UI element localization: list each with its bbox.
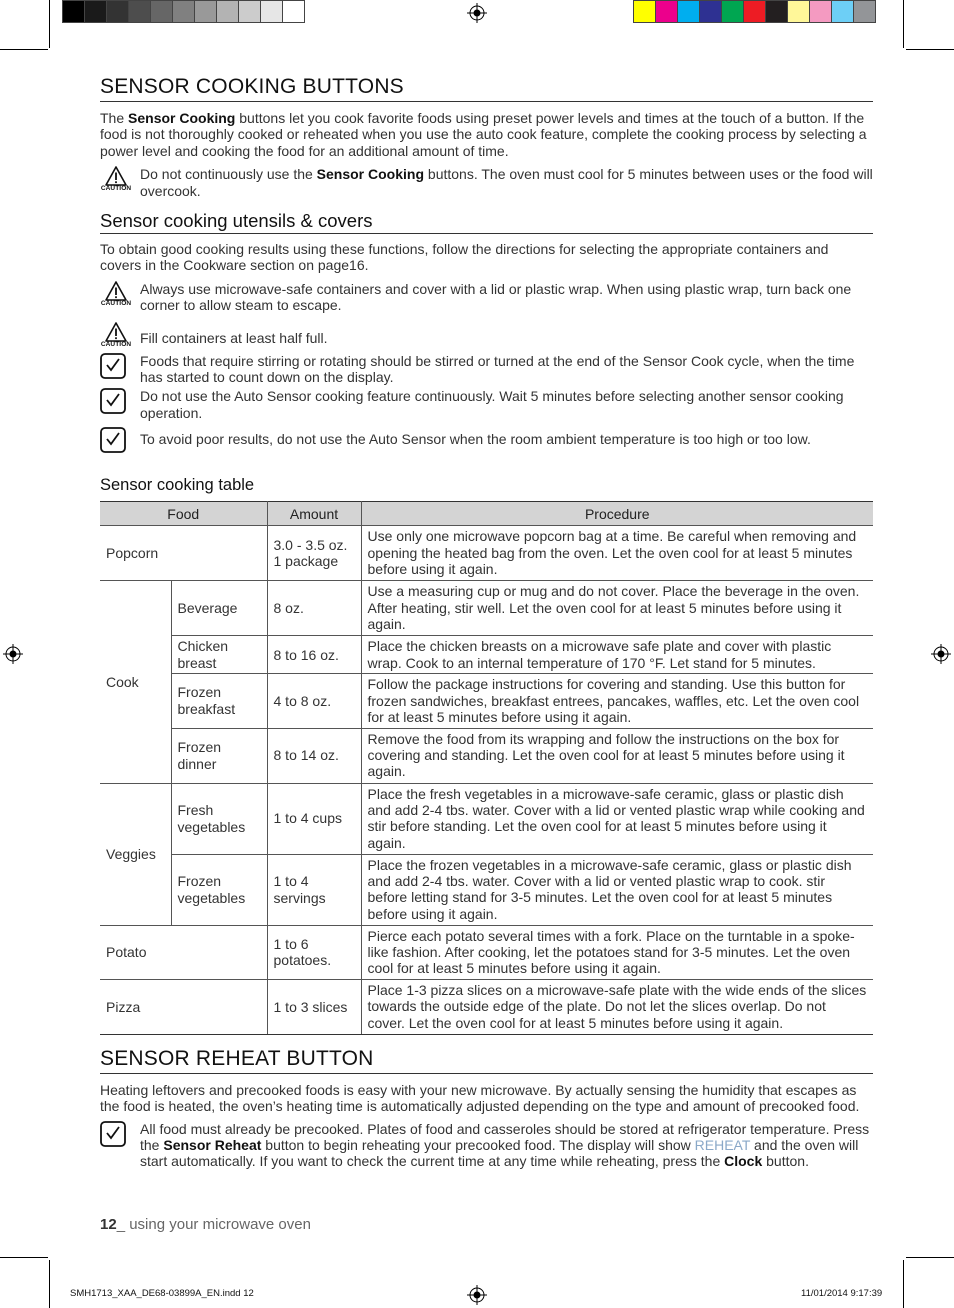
caution-icon: CAUTION: [100, 281, 132, 307]
color-swatch: [282, 0, 305, 23]
color-swatch: [216, 0, 239, 23]
section-heading-sensor-cooking: SENSOR COOKING BUTTONS: [100, 74, 873, 102]
color-swatch: [809, 0, 832, 23]
reheat-intro: Heating leftovers and precooked foods is easy with your new microwave. By actually sensing the humidity that escapes as the food is heated, the oven’s heating time is automatically adjusted depending on the type and amount of precooked food.: [100, 1081, 860, 1115]
info-note: To avoid poor results, do not use the Auto Sensor when the room ambient temperature is too high or too low.: [100, 427, 873, 453]
grayscale-color-bar: [62, 0, 304, 24]
crop-mark: [49, 0, 50, 48]
color-swatch: [655, 0, 678, 23]
color-swatch: [84, 0, 107, 23]
color-swatch: [260, 0, 283, 23]
slug-timestamp: 11/01/2014 9:17:39: [801, 1288, 883, 1299]
info-note: All food must already be precooked. Plates of food and casseroles should be stored at refrigerator temperature. Press the Sensor Reheat button to begin reheating your precooked food. The display will show REHEAT and the oven will start automatically. If you want to check the current time at any time while reheating, press the Clock button.: [100, 1121, 873, 1170]
crop-mark: [903, 0, 904, 48]
registration-mark-icon: [467, 1285, 487, 1305]
page-content: [100, 74, 873, 1170]
info-note: Foods that require stirring or rotating should be stirred or turned at the end of the Sensor Cook cycle, when the time has started to count down on the display.: [100, 353, 873, 386]
table-row: Frozen vegetables 1 to 4 servings Place the frozen vegetables in a microwave-safe ceramic, glass or plastic dish and add 2-4 tbs. water. Cover with a lid or vented plastic wrap to cook. stir before letting stand for 3-5 minutes. Let the oven cool for at least 5 minutes before using it again.: [100, 854, 873, 925]
caution-icon: CAUTION: [100, 166, 132, 192]
crop-mark: [906, 1257, 954, 1258]
color-swatch: [128, 0, 151, 23]
color-swatch: [743, 0, 766, 23]
note-pencil-icon: [100, 1121, 126, 1147]
note-pencil-icon: [100, 388, 126, 414]
registration-mark-icon: [3, 644, 23, 664]
info-note: Do not use the Auto Sensor cooking feature continuously. Wait 5 minutes before selecting another sensor cooking operation.: [100, 388, 873, 421]
page-number: 12: [100, 1216, 117, 1233]
caution-note: CAUTION Fill containers at least half full.: [100, 322, 873, 348]
note-pencil-icon: [100, 353, 126, 379]
table-header-row: [100, 502, 873, 526]
color-swatch: [699, 0, 722, 23]
table-row: Popcorn 3.0 - 3.5 oz. 1 package Use only one microwave popcorn bag at a time. Be careful when removing and opening the heated bag from the oven. Let the oven cool for at least 5 minutes before using it again.: [100, 526, 873, 581]
table-row: Frozen dinner 8 to 14 oz. Remove the food from its wrapping and follow the instructions on the box for covering and standing. Let the oven cool for at least 5 minutes before using it again.: [100, 728, 873, 783]
slug-filename: SMH1713_XAA_DE68-03899A_EN.indd 12: [70, 1288, 254, 1299]
table-row: Pizza 1 to 3 slices Place 1-3 pizza slices on a microwave-safe plate with the wide ends of the slices towards the outside edge of the plate. Do not let the slices overlap. Do not cover. Let the oven cool for at least 5 minutes before using it again.: [100, 979, 873, 1034]
table-row: Frozen breakfast 4 to 8 oz. Follow the package instructions for covering and standing. Use this button for frozen sandwiches, breakfast entrees, pancakes, waffles, etc. Let the oven cool for at least 5 minutes before using it again.: [100, 674, 873, 728]
table-row: Potato 1 to 6 potatoes. Pierce each potato several times with a fork. Place on the turntable in a spoke-like fashion. After cooking, let the potatoes stand for 3-5 minutes. Let the oven cool for at least 5 minutes before using it again.: [100, 925, 873, 979]
color-swatch: [831, 0, 854, 23]
sensor-cooking-table: [100, 501, 873, 1034]
color-swatch: [765, 0, 788, 23]
color-swatch: [238, 0, 261, 23]
sensor-cooking-intro: The Sensor Cooking buttons let you cook favorite foods using preset power levels and times at the touch of a button. If the food is not thoroughly cooked or reheated when you use the auto cook feature, complete the cooking process by selecting a power level and cooking the food for an additional amount of time.: [100, 110, 867, 159]
table-row: Veggies Fresh vegetables 1 to 4 cups Place the fresh vegetables in a microwave-safe ceramic, glass or plastic dish and add 2-4 tbs. water. Cover with a lid or vented plastic wrap while cooking and stir before standing. Let the oven cool for at least 5 minutes before using it again.: [100, 783, 873, 854]
color-swatch: [787, 0, 810, 23]
color-swatch: [194, 0, 217, 23]
table-header: Procedure: [361, 502, 873, 526]
caution-note: CAUTION Do not continuously use the Sensor Cooking buttons. The oven must cool for 5 minutes between uses or the food will overcook.: [100, 166, 873, 199]
crop-mark: [0, 1257, 48, 1258]
caution-note: CAUTION Always use microwave-safe containers and cover with a lid or plastic wrap. When using plastic wrap, turn back one corner to allow steam to escape.: [100, 280, 852, 314]
table-header: Amount: [267, 502, 361, 526]
registration-mark-icon: [467, 3, 487, 23]
color-swatch: [633, 0, 656, 23]
color-swatch: [721, 0, 744, 23]
table-row: Chicken breast 8 to 16 oz. Place the chicken breasts on a microwave safe plate and cover with plastic wrap. Cook to an internal temperature of 170 °F. Let stand for 5 minutes.: [100, 636, 873, 674]
registration-mark-icon: [931, 644, 951, 664]
section-heading-sensor-reheat: SENSOR REHEAT BUTTON: [100, 1046, 873, 1074]
table-header: Food: [100, 502, 267, 526]
process-color-bar: [633, 0, 875, 24]
color-swatch: [62, 0, 85, 23]
table-row: Cook Beverage 8 oz. Use a measuring cup or mug and do not cover. Place the beverage in the oven. After heating, stir well. Let the oven cool for at least 5 minutes before using it again.: [100, 581, 873, 636]
section-heading-utensils: Sensor cooking utensils & covers: [100, 209, 873, 234]
color-swatch: [106, 0, 129, 23]
note-pencil-icon: [100, 427, 126, 453]
crop-mark: [903, 1260, 904, 1308]
color-swatch: [853, 0, 876, 23]
caution-icon: CAUTION: [100, 322, 132, 348]
crop-mark: [0, 49, 48, 50]
color-swatch: [150, 0, 173, 23]
table-title: Sensor cooking table: [100, 476, 255, 495]
color-swatch: [677, 0, 700, 23]
display-text-reheat: REHEAT: [694, 1136, 751, 1153]
color-swatch: [172, 0, 195, 23]
page-footer: 12_ using your microwave oven: [100, 1216, 311, 1233]
crop-mark: [906, 49, 954, 50]
crop-mark: [49, 1260, 50, 1308]
utensils-intro: To obtain good cooking results using these functions, follow the directions for selecting the appropriate containers and covers in the Cookware section on page16.: [100, 241, 829, 274]
